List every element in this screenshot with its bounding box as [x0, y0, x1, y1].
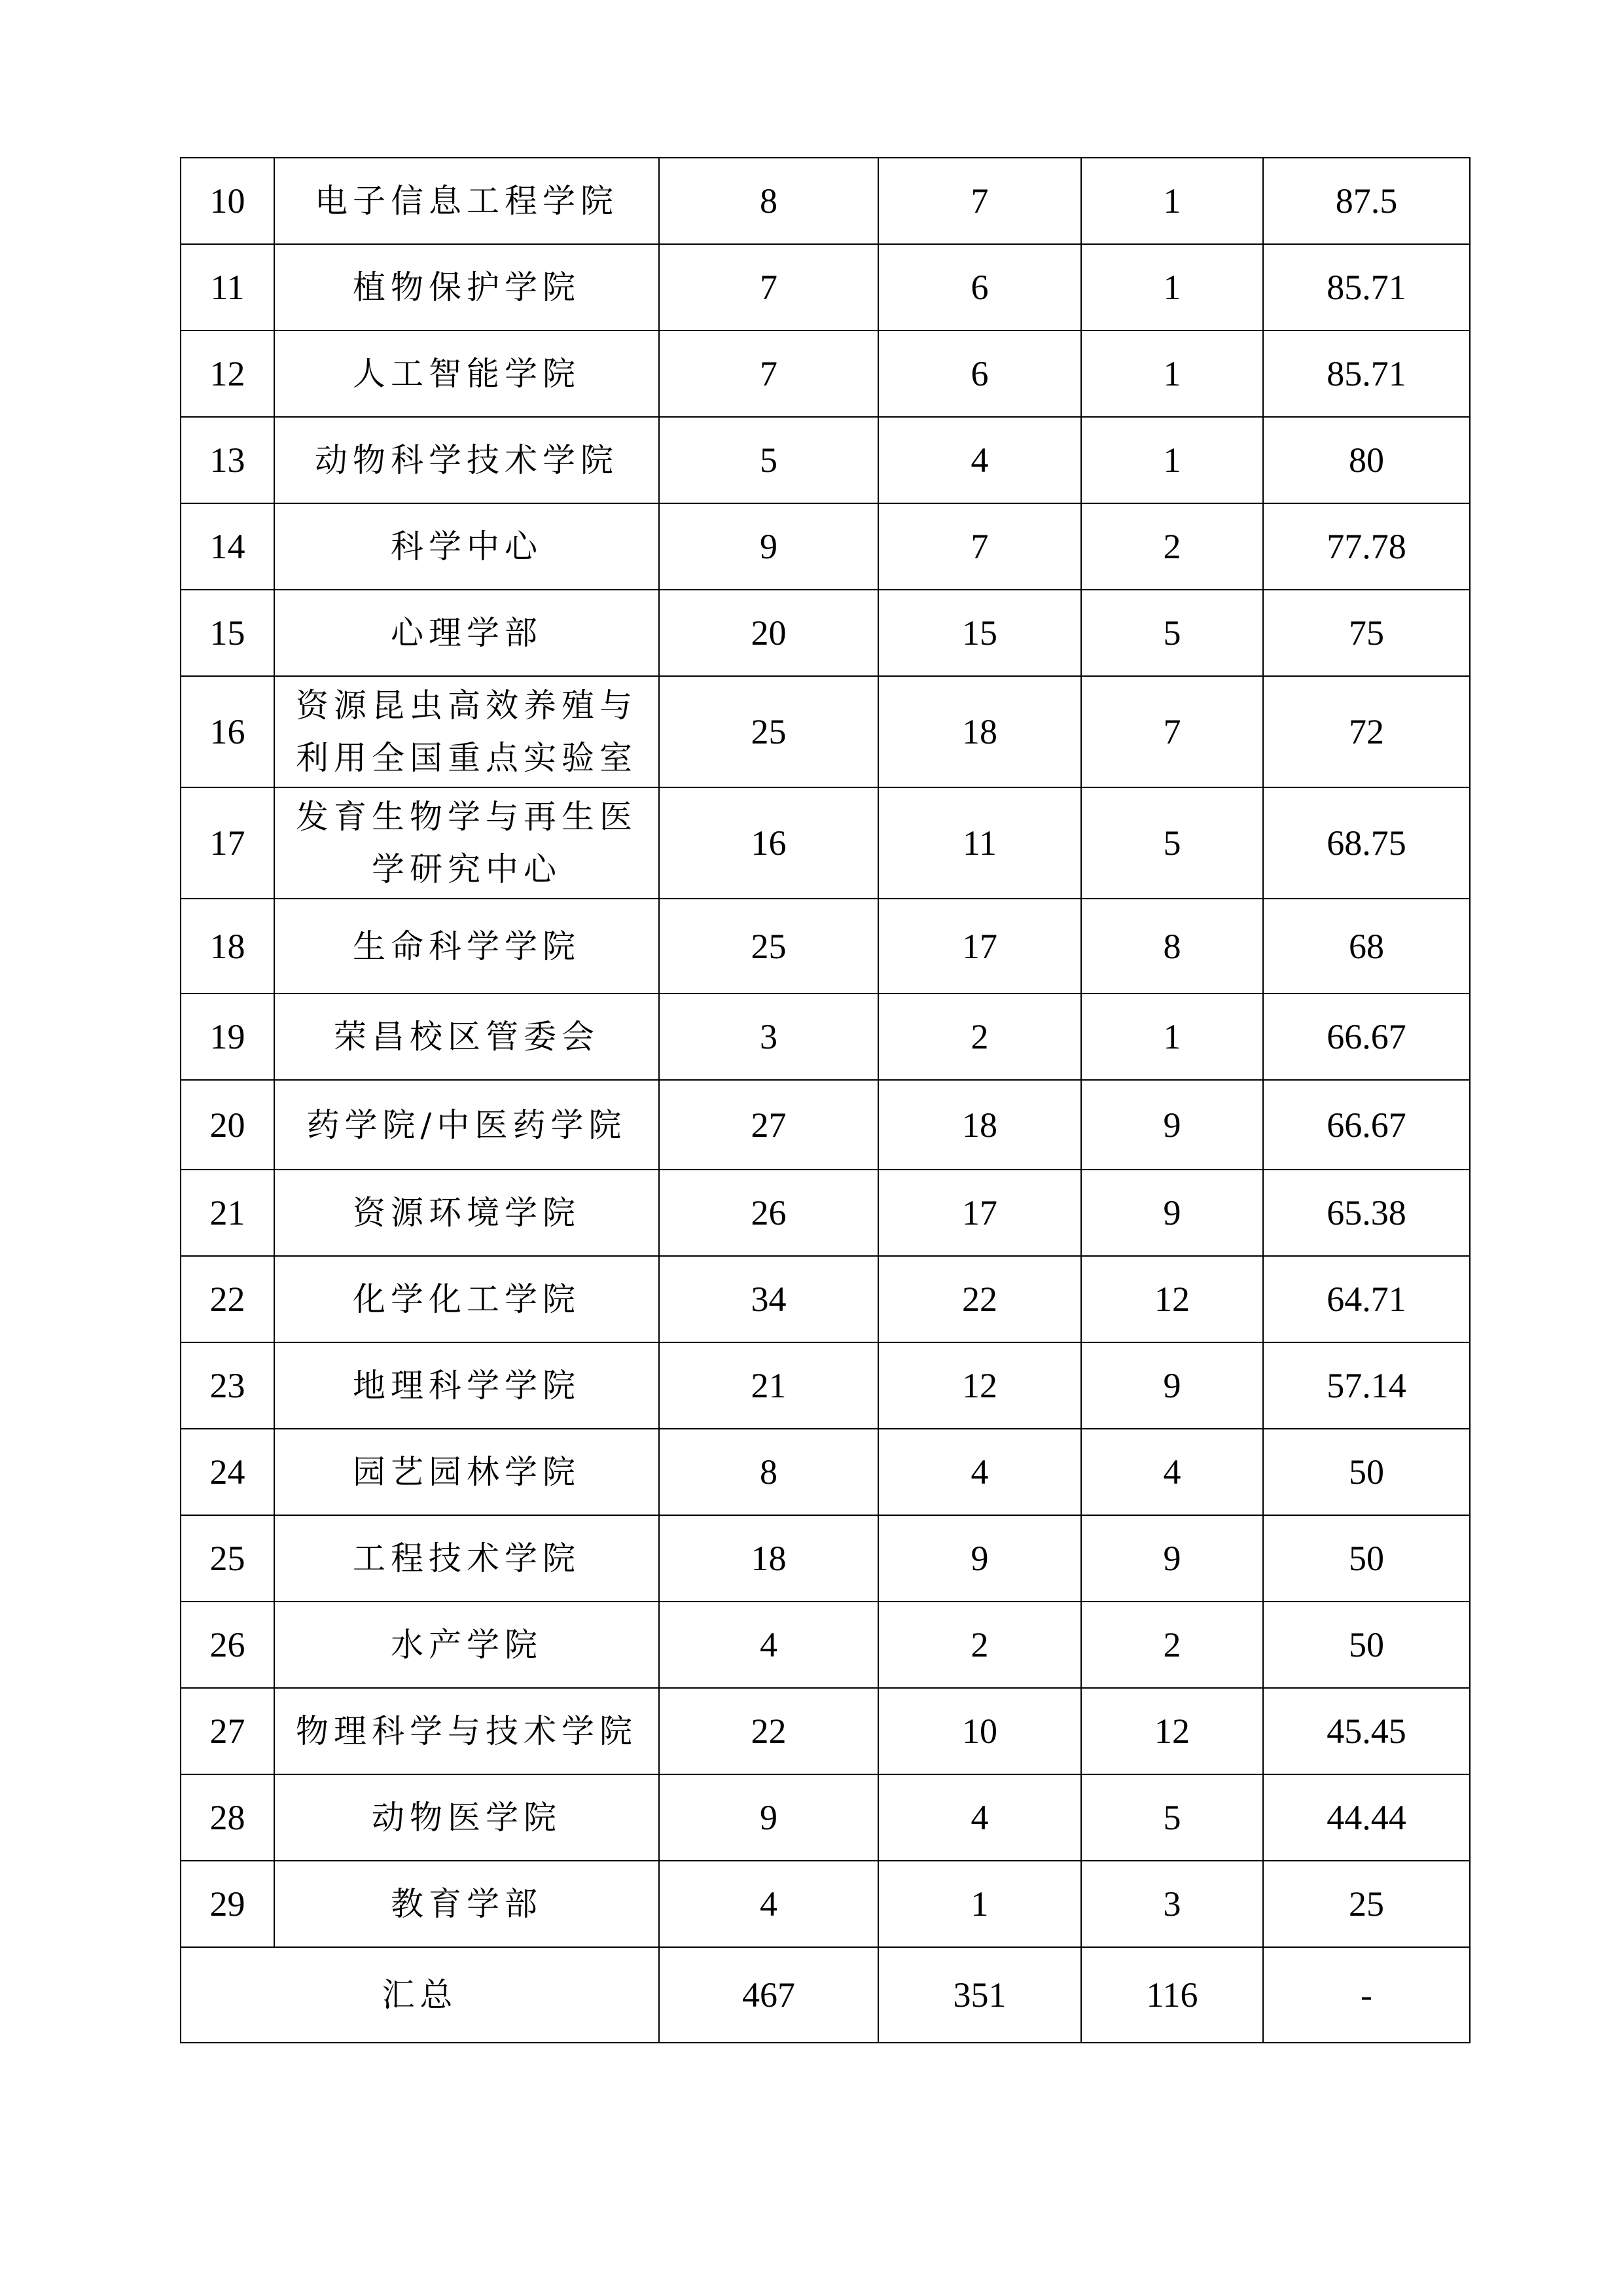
unit-name-cell: 工程技术学院 [274, 1515, 659, 1602]
unit-name-cell: 植物保护学院 [274, 244, 659, 331]
table-row [181, 1688, 1470, 1774]
count-b-cell: 5 [1081, 590, 1263, 676]
row-number-cell: 17 [181, 787, 274, 899]
unit-name-cell: 水产学院 [274, 1602, 659, 1688]
count-a-cell: 12 [878, 1342, 1081, 1429]
summary-total-cell: 467 [659, 1947, 878, 2043]
unit-name-cell: 科学中心 [274, 503, 659, 590]
unit-name-cell: 荣昌校区管委会 [274, 994, 659, 1080]
row-number-cell: 18 [181, 899, 274, 994]
row-number-cell: 14 [181, 503, 274, 590]
summary-b-cell: 116 [1081, 1947, 1263, 2043]
unit-name-cell: 物理科学与技术学院 [274, 1688, 659, 1774]
total-count-cell: 4 [659, 1602, 878, 1688]
table-row [181, 1861, 1470, 1947]
count-a-cell: 17 [878, 899, 1081, 994]
unit-name-cell: 生命科学学院 [274, 899, 659, 994]
count-b-cell: 5 [1081, 1774, 1263, 1861]
rate-cell: 65.38 [1263, 1170, 1470, 1256]
count-b-cell: 9 [1081, 1080, 1263, 1170]
unit-name-cell: 动物医学院 [274, 1774, 659, 1861]
count-b-cell: 7 [1081, 676, 1263, 787]
count-a-cell: 2 [878, 994, 1081, 1080]
total-count-cell: 34 [659, 1256, 878, 1342]
count-a-cell: 18 [878, 1080, 1081, 1170]
count-b-cell: 9 [1081, 1342, 1263, 1429]
row-number-cell: 21 [181, 1170, 274, 1256]
row-number-cell: 16 [181, 676, 274, 787]
summary-row [181, 1947, 1470, 2043]
total-count-cell: 25 [659, 899, 878, 994]
row-number-cell: 13 [181, 417, 274, 503]
count-b-cell: 4 [1081, 1429, 1263, 1515]
summary-label-cell: 汇总 [181, 1947, 659, 2043]
row-number-cell: 15 [181, 590, 274, 676]
count-b-cell: 1 [1081, 417, 1263, 503]
rate-cell: 25 [1263, 1861, 1470, 1947]
table-body [181, 158, 1470, 2043]
total-count-cell: 26 [659, 1170, 878, 1256]
total-count-cell: 8 [659, 1429, 878, 1515]
row-number-cell: 29 [181, 1861, 274, 1947]
row-number-cell: 24 [181, 1429, 274, 1515]
table-row [181, 1342, 1470, 1429]
data-table [180, 157, 1471, 2043]
rate-cell: 80 [1263, 417, 1470, 503]
table-row [181, 1602, 1470, 1688]
row-number-cell: 10 [181, 158, 274, 244]
rate-cell: 66.67 [1263, 1080, 1470, 1170]
rate-cell: 57.14 [1263, 1342, 1470, 1429]
count-a-cell: 15 [878, 590, 1081, 676]
count-b-cell: 1 [1081, 331, 1263, 417]
total-count-cell: 20 [659, 590, 878, 676]
table-row [181, 1515, 1470, 1602]
count-b-cell: 12 [1081, 1256, 1263, 1342]
rate-cell: 72 [1263, 676, 1470, 787]
row-number-cell: 25 [181, 1515, 274, 1602]
unit-name-cell: 药学院/中医药学院 [274, 1080, 659, 1170]
total-count-cell: 21 [659, 1342, 878, 1429]
row-number-cell: 23 [181, 1342, 274, 1429]
row-number-cell: 26 [181, 1602, 274, 1688]
rate-cell: 44.44 [1263, 1774, 1470, 1861]
count-b-cell: 9 [1081, 1170, 1263, 1256]
rate-cell: 85.71 [1263, 244, 1470, 331]
table-row [181, 1170, 1470, 1256]
count-a-cell: 18 [878, 676, 1081, 787]
total-count-cell: 22 [659, 1688, 878, 1774]
count-a-cell: 1 [878, 1861, 1081, 1947]
count-a-cell: 6 [878, 244, 1081, 331]
table-row [181, 417, 1470, 503]
count-a-cell: 2 [878, 1602, 1081, 1688]
table-row [181, 590, 1470, 676]
table-row [181, 158, 1470, 244]
total-count-cell: 3 [659, 994, 878, 1080]
unit-name-cell: 化学化工学院 [274, 1256, 659, 1342]
count-b-cell: 2 [1081, 1602, 1263, 1688]
table-row [181, 1080, 1470, 1170]
unit-name-cell: 电子信息工程学院 [274, 158, 659, 244]
count-a-cell: 7 [878, 158, 1081, 244]
unit-name-cell: 人工智能学院 [274, 331, 659, 417]
total-count-cell: 5 [659, 417, 878, 503]
rate-cell: 75 [1263, 590, 1470, 676]
unit-name-cell: 动物科学技术学院 [274, 417, 659, 503]
unit-name-cell: 教育学部 [274, 1861, 659, 1947]
total-count-cell: 16 [659, 787, 878, 899]
count-a-cell: 7 [878, 503, 1081, 590]
rate-cell: 45.45 [1263, 1688, 1470, 1774]
row-number-cell: 12 [181, 331, 274, 417]
count-a-cell: 10 [878, 1688, 1081, 1774]
rate-cell: 64.71 [1263, 1256, 1470, 1342]
total-count-cell: 7 [659, 331, 878, 417]
rate-cell: 66.67 [1263, 994, 1470, 1080]
row-number-cell: 22 [181, 1256, 274, 1342]
row-number-cell: 11 [181, 244, 274, 331]
total-count-cell: 9 [659, 503, 878, 590]
table-row [181, 676, 1470, 787]
table-row [181, 1429, 1470, 1515]
count-b-cell: 1 [1081, 244, 1263, 331]
rate-cell: 50 [1263, 1429, 1470, 1515]
count-a-cell: 17 [878, 1170, 1081, 1256]
table-row [181, 787, 1470, 899]
unit-name-cell: 发育生物学与再生医学研究中心 [274, 787, 659, 899]
count-a-cell: 4 [878, 417, 1081, 503]
rate-cell: 50 [1263, 1602, 1470, 1688]
count-b-cell: 9 [1081, 1515, 1263, 1602]
total-count-cell: 27 [659, 1080, 878, 1170]
unit-name-cell: 心理学部 [274, 590, 659, 676]
count-b-cell: 8 [1081, 899, 1263, 994]
table-row [181, 1256, 1470, 1342]
table-row [181, 331, 1470, 417]
count-b-cell: 2 [1081, 503, 1263, 590]
count-b-cell: 5 [1081, 787, 1263, 899]
table-row [181, 1774, 1470, 1861]
row-number-cell: 20 [181, 1080, 274, 1170]
row-number-cell: 28 [181, 1774, 274, 1861]
rate-cell: 77.78 [1263, 503, 1470, 590]
total-count-cell: 25 [659, 676, 878, 787]
table-row [181, 244, 1470, 331]
total-count-cell: 4 [659, 1861, 878, 1947]
unit-name-cell: 地理科学学院 [274, 1342, 659, 1429]
rate-cell: 85.71 [1263, 331, 1470, 417]
count-a-cell: 22 [878, 1256, 1081, 1342]
unit-name-cell: 园艺园林学院 [274, 1429, 659, 1515]
rate-cell: 68 [1263, 899, 1470, 994]
total-count-cell: 9 [659, 1774, 878, 1861]
row-number-cell: 27 [181, 1688, 274, 1774]
count-a-cell: 6 [878, 331, 1081, 417]
rate-cell: 68.75 [1263, 787, 1470, 899]
total-count-cell: 8 [659, 158, 878, 244]
summary-a-cell: 351 [878, 1947, 1081, 2043]
table-row [181, 994, 1470, 1080]
total-count-cell: 18 [659, 1515, 878, 1602]
summary-rate-cell: - [1263, 1947, 1470, 2043]
count-b-cell: 1 [1081, 994, 1263, 1080]
count-a-cell: 9 [878, 1515, 1081, 1602]
count-a-cell: 11 [878, 787, 1081, 899]
count-a-cell: 4 [878, 1774, 1081, 1861]
table-row [181, 503, 1470, 590]
count-a-cell: 4 [878, 1429, 1081, 1515]
total-count-cell: 7 [659, 244, 878, 331]
count-b-cell: 12 [1081, 1688, 1263, 1774]
rate-cell: 50 [1263, 1515, 1470, 1602]
row-number-cell: 19 [181, 994, 274, 1080]
count-b-cell: 1 [1081, 158, 1263, 244]
count-b-cell: 3 [1081, 1861, 1263, 1947]
table-row [181, 899, 1470, 994]
rate-cell: 87.5 [1263, 158, 1470, 244]
unit-name-cell: 资源环境学院 [274, 1170, 659, 1256]
unit-name-cell: 资源昆虫高效养殖与利用全国重点实验室 [274, 676, 659, 787]
